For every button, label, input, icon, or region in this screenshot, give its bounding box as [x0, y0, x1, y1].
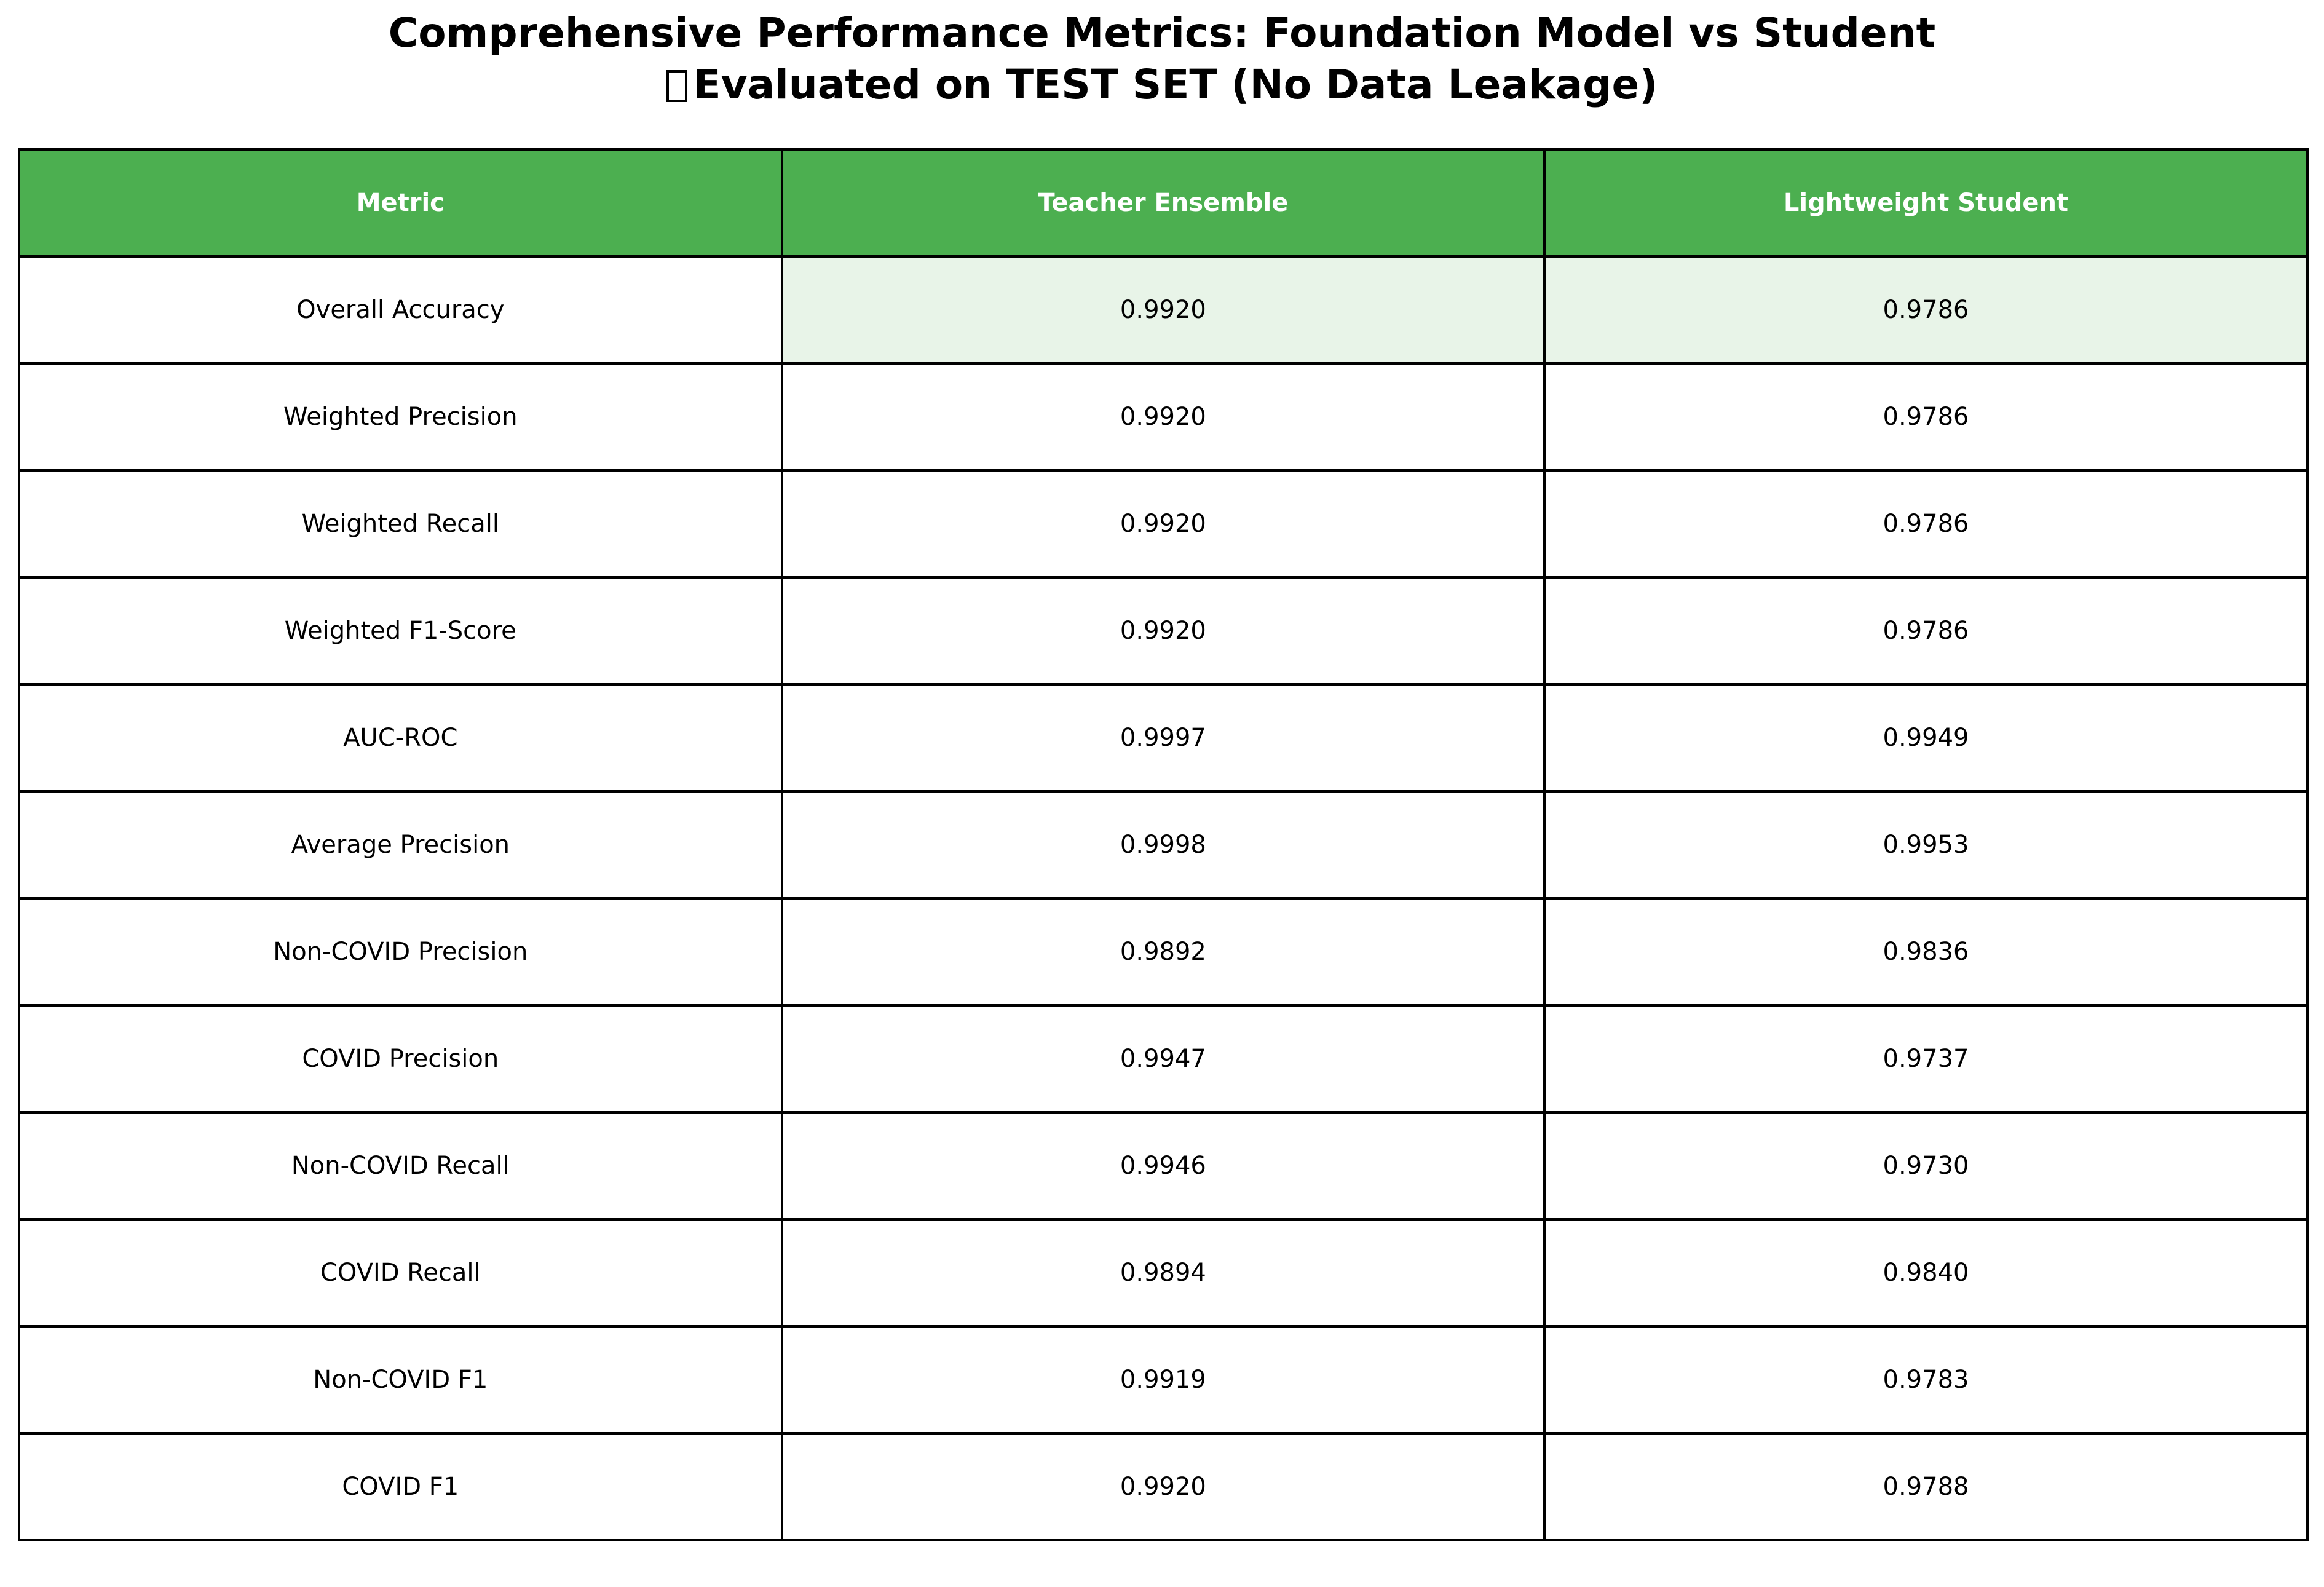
metrics-table — [18, 148, 2309, 1541]
student-value-cell: 0.9836 — [1544, 898, 2307, 1005]
title-line-1: Comprehensive Performance Metrics: Foundation Model vs Student — [388, 9, 1936, 57]
teacher-value-cell: 0.9920 — [782, 1433, 1545, 1540]
metric-name-cell: Weighted Recall — [19, 470, 782, 577]
column-header-metric: Metric — [19, 149, 782, 256]
table-row — [19, 791, 2307, 898]
student-value-cell: 0.9786 — [1544, 470, 2307, 577]
title-line-2-wrap — [0, 59, 2324, 111]
metric-name-cell: COVID Recall — [19, 1219, 782, 1326]
table-row — [19, 363, 2307, 470]
title-line-2: Evaluated on TEST SET (No Data Leakage) — [693, 61, 1658, 108]
student-value-cell: 0.9737 — [1544, 1005, 2307, 1112]
teacher-value-cell: 0.9894 — [782, 1219, 1545, 1326]
student-value-cell: 0.9783 — [1544, 1326, 2307, 1433]
table-row — [19, 1219, 2307, 1326]
table-row — [19, 1433, 2307, 1540]
metric-name-cell: Non-COVID Recall — [19, 1112, 782, 1219]
metric-name-cell: COVID Precision — [19, 1005, 782, 1112]
metric-name-cell: Non-COVID Precision — [19, 898, 782, 1005]
table-row — [19, 1326, 2307, 1433]
table-row — [19, 470, 2307, 577]
teacher-value-cell: 0.9920 — [782, 256, 1545, 363]
student-value-cell: 0.9786 — [1544, 363, 2307, 470]
teacher-value-cell: 0.9920 — [782, 577, 1545, 684]
metric-name-cell: Overall Accuracy — [19, 256, 782, 363]
metric-name-cell: AUC-ROC — [19, 684, 782, 791]
table-row — [19, 1112, 2307, 1219]
table-row — [19, 577, 2307, 684]
teacher-value-cell: 0.9946 — [782, 1112, 1545, 1219]
metric-name-cell: Weighted F1-Score — [19, 577, 782, 684]
table-header-row — [19, 149, 2307, 256]
student-value-cell: 0.9953 — [1544, 791, 2307, 898]
metric-name-cell: COVID F1 — [19, 1433, 782, 1540]
teacher-value-cell: 0.9998 — [782, 791, 1545, 898]
student-value-cell: 0.9840 — [1544, 1219, 2307, 1326]
student-value-cell: 0.9786 — [1544, 577, 2307, 684]
teacher-value-cell: 0.9997 — [782, 684, 1545, 791]
student-value-cell: 0.9949 — [1544, 684, 2307, 791]
table-row — [19, 1005, 2307, 1112]
student-value-cell: 0.9788 — [1544, 1433, 2307, 1540]
column-header-lightweight-student: Lightweight Student — [1544, 149, 2307, 256]
table-row — [19, 256, 2307, 363]
metric-name-cell: Weighted Precision — [19, 363, 782, 470]
table-row — [19, 684, 2307, 791]
teacher-value-cell: 0.9920 — [782, 363, 1545, 470]
missing-glyph-box-icon — [666, 70, 687, 102]
column-header-teacher-ensemble: Teacher Ensemble — [782, 149, 1545, 256]
table-body — [19, 256, 2307, 1540]
table-row — [19, 898, 2307, 1005]
student-value-cell: 0.9730 — [1544, 1112, 2307, 1219]
metric-name-cell: Non-COVID F1 — [19, 1326, 782, 1433]
metric-name-cell: Average Precision — [19, 791, 782, 898]
chart-title — [0, 7, 2324, 111]
teacher-value-cell: 0.9920 — [782, 470, 1545, 577]
teacher-value-cell: 0.9892 — [782, 898, 1545, 1005]
student-value-cell: 0.9786 — [1544, 256, 2307, 363]
teacher-value-cell: 0.9919 — [782, 1326, 1545, 1433]
teacher-value-cell: 0.9947 — [782, 1005, 1545, 1112]
